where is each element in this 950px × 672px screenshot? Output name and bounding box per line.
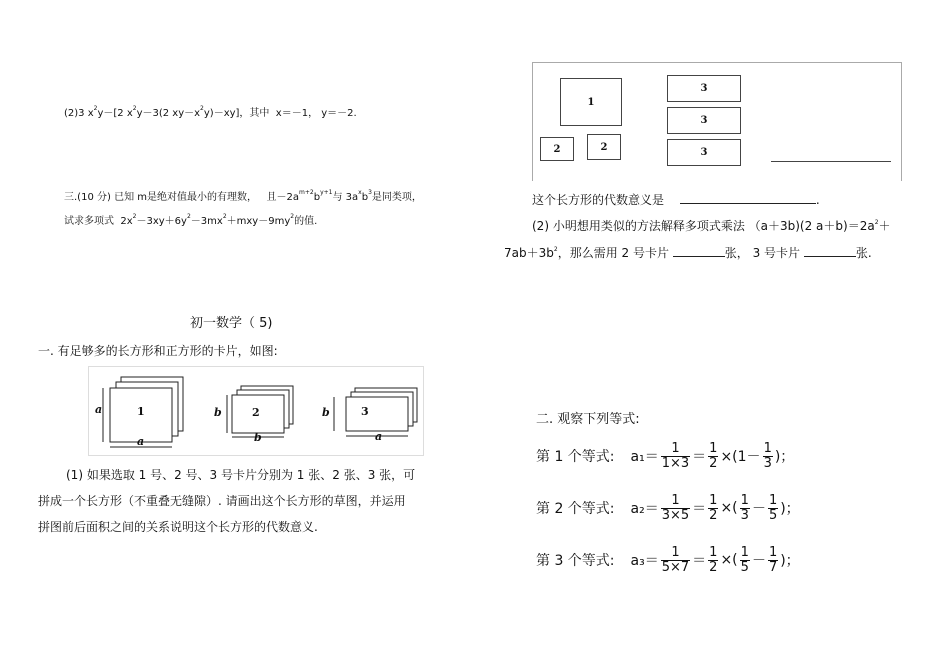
section-5-question-1: 一. 有足够多的长方形和正方形的卡片，如图: — [38, 344, 278, 358]
meaning-line: 这个长方形的代数意义是 . — [532, 193, 820, 207]
equation-symbol: a₂＝ — [630, 501, 659, 518]
second-fraction: $\frac{1}{3}$ — [763, 441, 772, 471]
sketch-rect-3a: 3 — [667, 75, 741, 102]
equation-label: 第 1 个等式: — [536, 449, 615, 466]
first-fraction: $\frac{1}{3}$ — [740, 493, 749, 523]
second-fraction: $\frac{1}{7}$ — [768, 545, 778, 575]
sketch-rect-3b: 3 — [667, 107, 741, 134]
equation-symbol: a₃＝ — [630, 553, 659, 570]
question-2-line-1: (2) 小明想用类似的方法解释多项式乘法 （a＋3b)(2 $a+b)=2a^2+$ — [532, 219, 891, 233]
paragraph-1-line-2: 拼成一个长方形（不重叠无缝隙）. 请画出这个长方形的草图，并运用 — [38, 494, 406, 508]
half-fraction: $\frac{1}{2}$ — [709, 441, 718, 471]
problem-2-expression: (2)3 $x^2y-[2$ $x^2y-3(2$ $xy-x^2y)-xy$]，其中 x＝－1， y＝－2. — [64, 105, 357, 119]
equation-1: 第 1 个等式: a₁＝ $\frac{1}{1\times 3}$ ＝ $\frac{1}{2}$ ×(1－ $\frac{1}{3}$ )； — [536, 441, 795, 471]
cards-diagram — [89, 367, 423, 455]
card-2-label: 2 — [252, 406, 260, 419]
problem-3-line-1: 三.(10 分) 已知 m是绝对值最小的有理数， 且$-2a^{m+2}b^{y+1}$与 $3a^xb^3$是同类项， — [64, 189, 422, 203]
meaning-blank[interactable] — [680, 203, 816, 204]
card-3-side-label: b — [322, 406, 330, 419]
first-fraction: $\frac{1}{5}$ — [740, 545, 749, 575]
card-3-bottom-label: a — [375, 430, 383, 443]
second-fraction: $\frac{1}{5}$ — [768, 493, 778, 523]
card-2-count-blank[interactable] — [673, 256, 725, 257]
equation-label: 第 3 个等式: — [536, 553, 615, 570]
equation-label: 第 2 个等式: — [536, 501, 615, 518]
sketch-answer-line — [771, 161, 891, 162]
left-fraction: $\frac{1}{3\times 5}$ — [661, 493, 690, 523]
section-5-title: 初一数学（ 5) — [190, 316, 273, 331]
equation-symbol: a₁＝ — [630, 449, 659, 466]
cards-figure — [88, 366, 424, 456]
sketch-square-2a: 2 — [540, 137, 574, 161]
sketch-rect-3c: 3 — [667, 139, 741, 166]
card-3-count-blank[interactable] — [804, 256, 856, 257]
sketch-square-1: 1 — [560, 78, 622, 126]
card-1-bottom-label: a — [137, 435, 145, 448]
card-2-bottom-label: b — [254, 431, 262, 444]
card-1-side-label: a — [95, 403, 103, 416]
paragraph-1-line-1: (1) 如果选取 1 号、2 号、3 号卡片分别为 1 张、2 张、3 张，可 — [66, 468, 416, 482]
card-2-side-label: b — [214, 406, 222, 419]
equation-2: 第 2 个等式: a₂＝ $\frac{1}{3\times 5}$ ＝ $\frac{1}{2}$ ×( $\frac{1}{3}$ － $\frac{1}{5}$ )； — [536, 493, 800, 523]
question-2-line-2: $7ab+3b^2$，那么需用 2 号卡片 张， 3 号卡片 张. — [504, 246, 872, 260]
equation-3: 第 3 个等式: a₃＝ $\frac{1}{5\times 7}$ ＝ $\frac{1}{2}$ ×( $\frac{1}{5}$ － $\frac{1}{7}$ )； — [536, 545, 800, 575]
sketch-square-2b: 2 — [587, 134, 621, 160]
left-fraction: $\frac{1}{5\times 7}$ — [661, 545, 690, 575]
left-fraction: $\frac{1}{1\times 3}$ — [661, 441, 690, 471]
card-1-label: 1 — [137, 405, 145, 418]
card-3-label: 3 — [361, 405, 369, 418]
paragraph-1-line-3: 拼图前后面积之间的关系说明这个长方形的代数意义. — [38, 520, 318, 534]
problem-3-line-2: 试求多项式 $2x^2-3xy+6y^2-3mx^2+mxy-9my^2$的值. — [64, 213, 318, 227]
section-2-title: 二. 观察下列等式: — [536, 412, 640, 427]
rectangle-sketch — [532, 62, 902, 181]
half-fraction: $\frac{1}{2}$ — [709, 493, 718, 523]
half-fraction: $\frac{1}{2}$ — [709, 545, 718, 575]
